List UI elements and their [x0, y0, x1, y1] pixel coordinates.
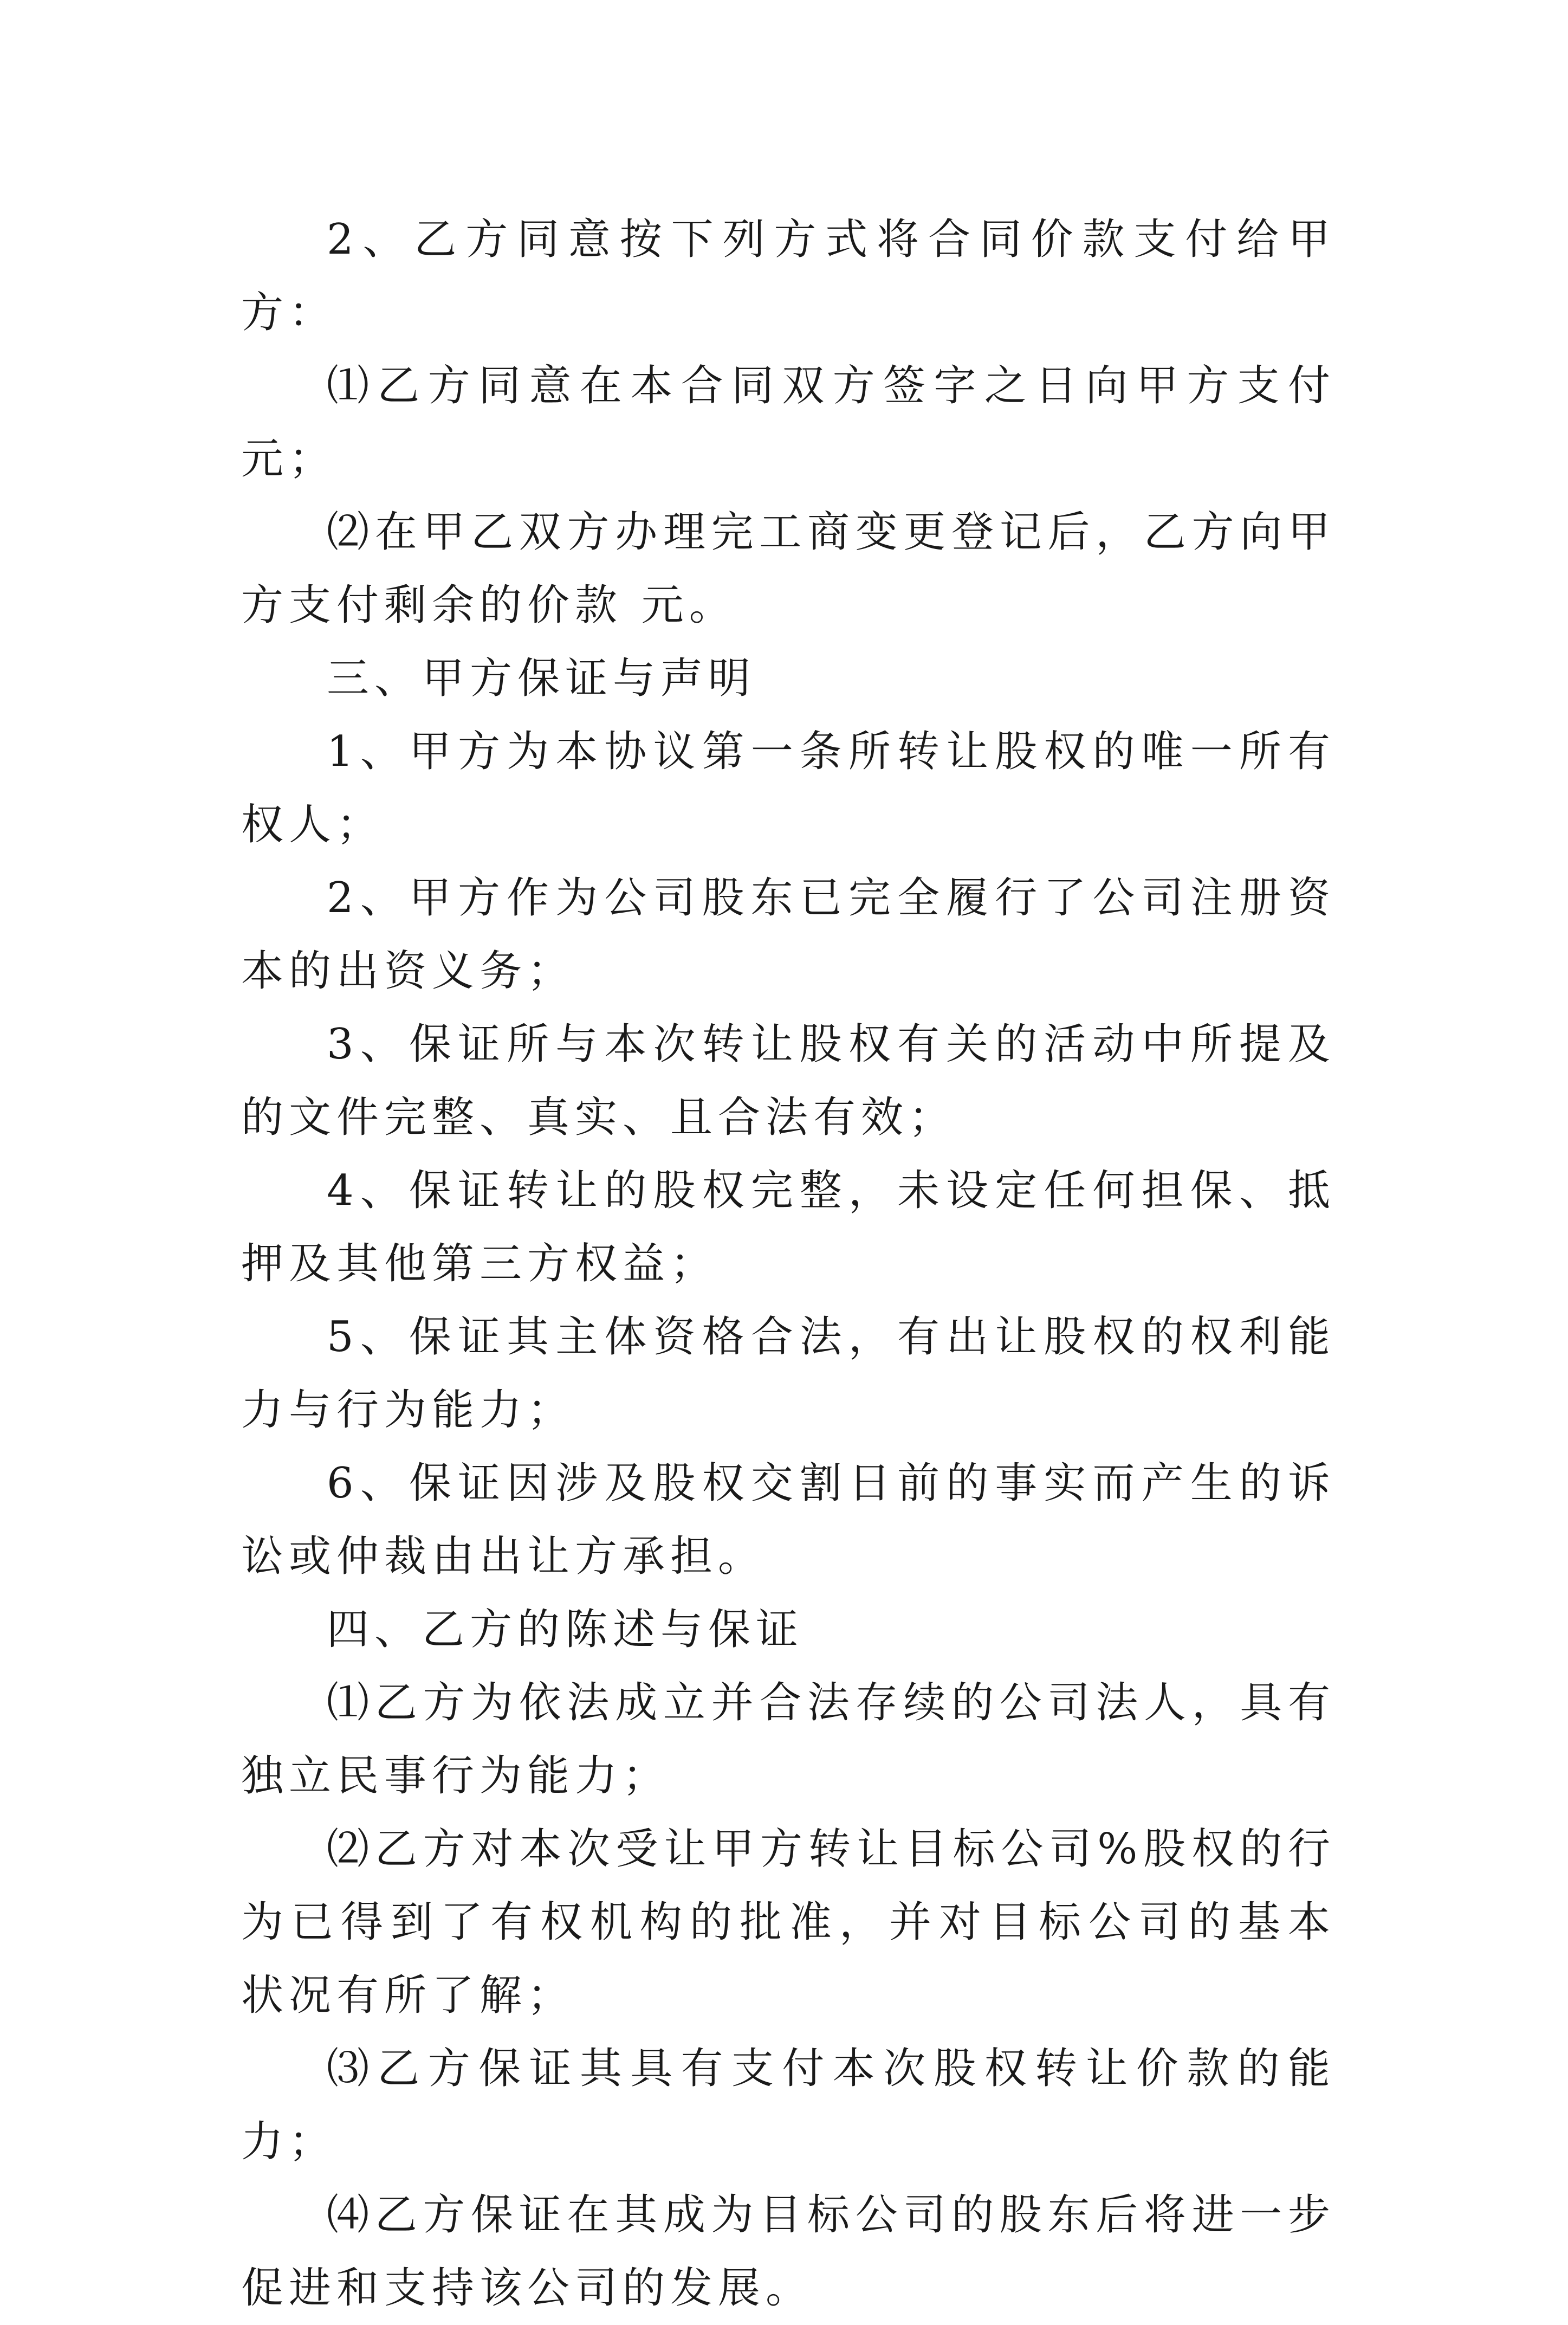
paragraph-warranty-4: 4、保证转让的股权完整，未设定任何担保、抵押及其他第三方权益；	[241, 1166, 1336, 1288]
paragraph-warranty-6: 6、保证因涉及股权交割日前的事实而产生的诉讼或仲裁由出让方承担。	[241, 1459, 1336, 1581]
paragraph-payment-method: 2、乙方同意按下列方式将合同价款支付给甲方：	[241, 215, 1336, 337]
paragraph-warranty-2: 2、甲方作为公司股东已完全履行了公司注册资本的出资义务；	[241, 874, 1336, 996]
paragraph-warranty-1: 1、甲方为本协议第一条所转让股权的唯一所有权人；	[241, 727, 1336, 849]
paragraph-representation-3: ⑶乙方保证其具有支付本次股权转让价款的能力；	[241, 2044, 1336, 2166]
document-body	[241, 203, 1336, 2325]
section-heading-party-b-representation: 四、乙方的陈述与保证	[327, 1605, 804, 1654]
paragraph-payment-2: ⑵在甲乙双方办理完工商变更登记后，乙方向甲方支付剩余的价款 元。	[241, 508, 1336, 630]
paragraph-representation-1: ⑴乙方为依法成立并合法存续的公司法人，具有独立民事行为能力；	[241, 1678, 1336, 1800]
paragraph-warranty-3: 3、保证所与本次转让股权有关的活动中所提及的文件完整、真实、且合法有效；	[241, 1020, 1336, 1142]
paragraph-warranty-5: 5、保证其主体资格合法，有出让股权的权利能力与行为能力；	[241, 1313, 1336, 1435]
paragraph-representation-2: ⑵乙方对本次受让甲方转让目标公司%股权的行为已得到了有权机构的批准，并对目标公司的基本状况有所了解；	[241, 1825, 1336, 2020]
paragraph-representation-4: ⑷乙方保证在其成为目标公司的股东后将进一步促进和支持该公司的发展。	[241, 2191, 1336, 2313]
paragraph-payment-1: ⑴乙方同意在本合同双方签字之日向甲方支付 元；	[241, 361, 1336, 483]
section-heading-party-a-warranty: 三、甲方保证与声明	[327, 654, 756, 703]
